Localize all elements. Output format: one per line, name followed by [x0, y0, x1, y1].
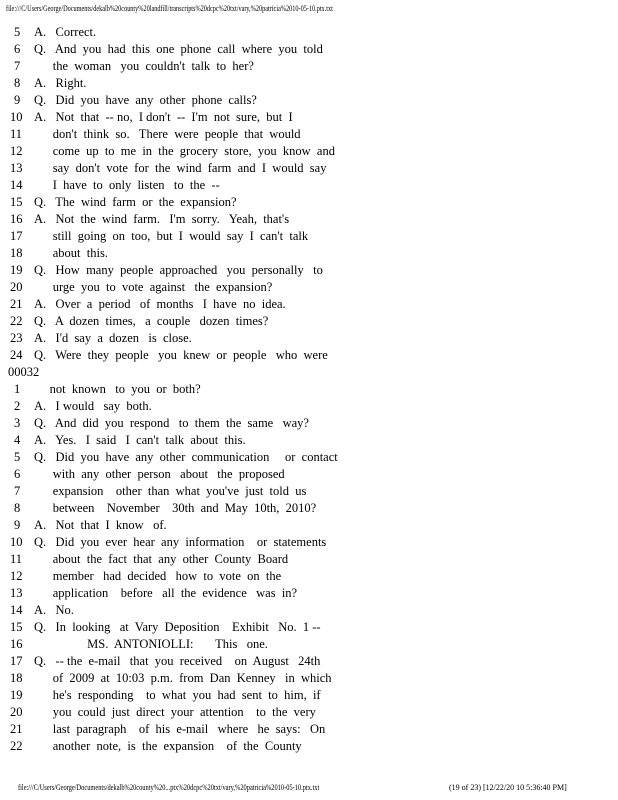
page-marker: 00032: [8, 365, 40, 379]
transcript-line: [0, 279, 618, 296]
line-number: 2: [14, 399, 21, 413]
transcript-line: [0, 262, 618, 279]
transcript-line: [0, 126, 618, 143]
transcript-line: [0, 517, 618, 534]
line-text: Q. The wind farm or the expansion?: [34, 195, 237, 209]
transcript-line: [0, 449, 618, 466]
line-text: A. No.: [34, 603, 74, 617]
transcript-line: [0, 483, 618, 500]
line-text: not known to you or both?: [34, 382, 201, 396]
line-text: Q. In looking at Vary Deposition Exhibit No. 1 --: [34, 620, 321, 634]
transcript-line: [0, 432, 618, 449]
line-number: 14: [10, 178, 23, 192]
line-text: say don't vote for the wind farm and I would say: [34, 161, 327, 175]
transcript-line: [0, 177, 618, 194]
transcript-line: [0, 551, 618, 568]
transcript-line: [0, 211, 618, 228]
line-text: A. I would say both.: [34, 399, 152, 413]
line-number: 11: [10, 127, 23, 141]
line-text: A. Not the wind farm. I'm sorry. Yeah, that's: [34, 212, 290, 226]
line-number: 1: [14, 382, 21, 396]
transcript-line: [0, 500, 618, 517]
transcript-line: [0, 160, 618, 177]
line-text: don't think so. There were people that would: [34, 127, 301, 141]
footer-page-info: (19 of 23) [12/22/20 10 5:36:40 PM]: [449, 783, 567, 792]
line-number: 22: [10, 739, 23, 753]
line-text: of 2009 at 10:03 p.m. from Dan Kenney in which: [34, 671, 332, 685]
transcript-line: [0, 636, 618, 653]
transcript-line: [0, 75, 618, 92]
transcript-line: [0, 58, 618, 75]
line-number: 8: [14, 76, 21, 90]
line-text: A. I'd say a dozen is close.: [34, 331, 192, 345]
transcript-line: [0, 194, 618, 211]
transcript-line: [0, 228, 618, 245]
line-text: about this.: [34, 246, 108, 260]
line-number: 24: [10, 348, 23, 362]
line-text: expansion other than what you've just told us: [34, 484, 307, 498]
line-number: 19: [10, 263, 23, 277]
line-number: 13: [10, 586, 23, 600]
transcript-line: [0, 245, 618, 262]
footer-file-path: file:///C/Users/George/Documents/dekalb%20county%20...ptx%20dcpc%20txt/vary,%20patricia%2010-05-10.ptx.txt: [18, 783, 320, 792]
line-number: 12: [10, 144, 23, 158]
line-number: 15: [10, 195, 23, 209]
line-number: 9: [14, 93, 21, 107]
line-number: 6: [14, 467, 21, 481]
line-number: 17: [10, 654, 23, 668]
transcript-line: [0, 92, 618, 109]
line-number: 4: [14, 433, 21, 447]
line-text: come up to me in the grocery store, you know and: [34, 144, 335, 158]
line-text: A. Not that -- no, I don't -- I'm not sure, but I: [34, 110, 293, 124]
line-number: 16: [10, 212, 23, 226]
line-number: 23: [10, 331, 23, 345]
line-number: 18: [10, 671, 23, 685]
transcript-line: [0, 143, 618, 160]
transcript-line: [0, 330, 618, 347]
line-text: Q. Did you ever hear any information or statements: [34, 535, 327, 549]
transcript-line: [0, 24, 618, 41]
line-number: 10: [10, 110, 23, 124]
line-number: 6: [14, 42, 21, 56]
line-text: the woman you couldn't talk to her?: [34, 59, 254, 73]
line-number: 20: [10, 705, 23, 719]
transcript-line: [0, 41, 618, 58]
line-text: Q. Were they people you knew or people who were: [34, 348, 328, 362]
transcript-line: [0, 704, 618, 721]
line-text: last paragraph of his e-mail where he says: On: [34, 722, 326, 736]
line-text: Q. Did you have any other communication or contact: [34, 450, 338, 464]
line-text: A. Not that I know of.: [34, 518, 167, 532]
line-number: 5: [14, 25, 21, 39]
line-text: A. Right.: [34, 76, 87, 90]
transcript-line: [0, 534, 618, 551]
line-number: 20: [10, 280, 23, 294]
line-text: another note, is the expansion of the County: [34, 739, 302, 753]
line-text: urge you to vote against the expansion?: [34, 280, 273, 294]
line-number: 7: [14, 484, 21, 498]
transcript-line: [0, 687, 618, 704]
transcript-line: [0, 721, 618, 738]
line-text: still going on too, but I would say I can't talk: [34, 229, 309, 243]
line-text: Q. A dozen times, a couple dozen times?: [34, 314, 269, 328]
transcript-line: [0, 738, 618, 755]
line-number: 17: [10, 229, 23, 243]
header-file-path: file:///C/Users/George/Documents/dekalb%20county%20landfill/transcripts%20dcpc%20txt/vary,%20patricia%2010-05-10.ptx.txt: [6, 4, 333, 13]
line-number: 15: [10, 620, 23, 634]
transcript-line: [0, 381, 618, 398]
line-text: I have to only listen to the --: [34, 178, 220, 192]
line-text: application before all the evidence was in?: [34, 586, 298, 600]
transcript-line: [0, 585, 618, 602]
transcript-line: [0, 619, 618, 636]
transcript-line: [0, 296, 618, 313]
line-text: between November 30th and May 10th, 2010?: [34, 501, 317, 515]
line-number: 5: [14, 450, 21, 464]
line-number: 14: [10, 603, 23, 617]
line-text: you could just direct your attention to the very: [34, 705, 316, 719]
line-number: 16: [10, 637, 23, 651]
line-text: member had decided how to vote on the: [34, 569, 282, 583]
line-number: 11: [10, 552, 23, 566]
transcript-line: [0, 670, 618, 687]
transcript-body: [0, 24, 618, 755]
line-number: 21: [10, 297, 23, 311]
line-number: 12: [10, 569, 23, 583]
line-text: with any other person about the proposed: [34, 467, 285, 481]
line-text: he's responding to what you had sent to him, if: [34, 688, 321, 702]
transcript-line: [0, 109, 618, 126]
line-text: Q. How many people approached you personally to: [34, 263, 323, 277]
line-number: 9: [14, 518, 21, 532]
line-number: 18: [10, 246, 23, 260]
line-number: 3: [14, 416, 21, 430]
line-text: about the fact that any other County Board: [34, 552, 289, 566]
line-text: MS. ANTONIOLLI: This one.: [34, 637, 268, 651]
transcript-line: [0, 398, 618, 415]
line-text: A. Correct.: [34, 25, 97, 39]
line-text: Q. And you had this one phone call where you told: [34, 42, 323, 56]
transcript-line: [0, 313, 618, 330]
line-number: 22: [10, 314, 23, 328]
line-text: Q. -- the e-mail that you received on August 24th: [34, 654, 321, 668]
line-number: 21: [10, 722, 23, 736]
line-number: 13: [10, 161, 23, 175]
transcript-line: [0, 568, 618, 585]
transcript-line: [0, 364, 618, 381]
line-number: 7: [14, 59, 21, 73]
transcript-line: [0, 602, 618, 619]
line-number: 10: [10, 535, 23, 549]
line-number: 19: [10, 688, 23, 702]
line-text: Q. Did you have any other phone calls?: [34, 93, 257, 107]
transcript-line: [0, 466, 618, 483]
line-text: A. Yes. I said I can't talk about this.: [34, 433, 246, 447]
line-number: 8: [14, 501, 21, 515]
transcript-line: [0, 653, 618, 670]
transcript-line: [0, 347, 618, 364]
line-text: A. Over a period of months I have no idea.: [34, 297, 286, 311]
transcript-line: [0, 415, 618, 432]
line-text: Q. And did you respond to them the same way?: [34, 416, 309, 430]
